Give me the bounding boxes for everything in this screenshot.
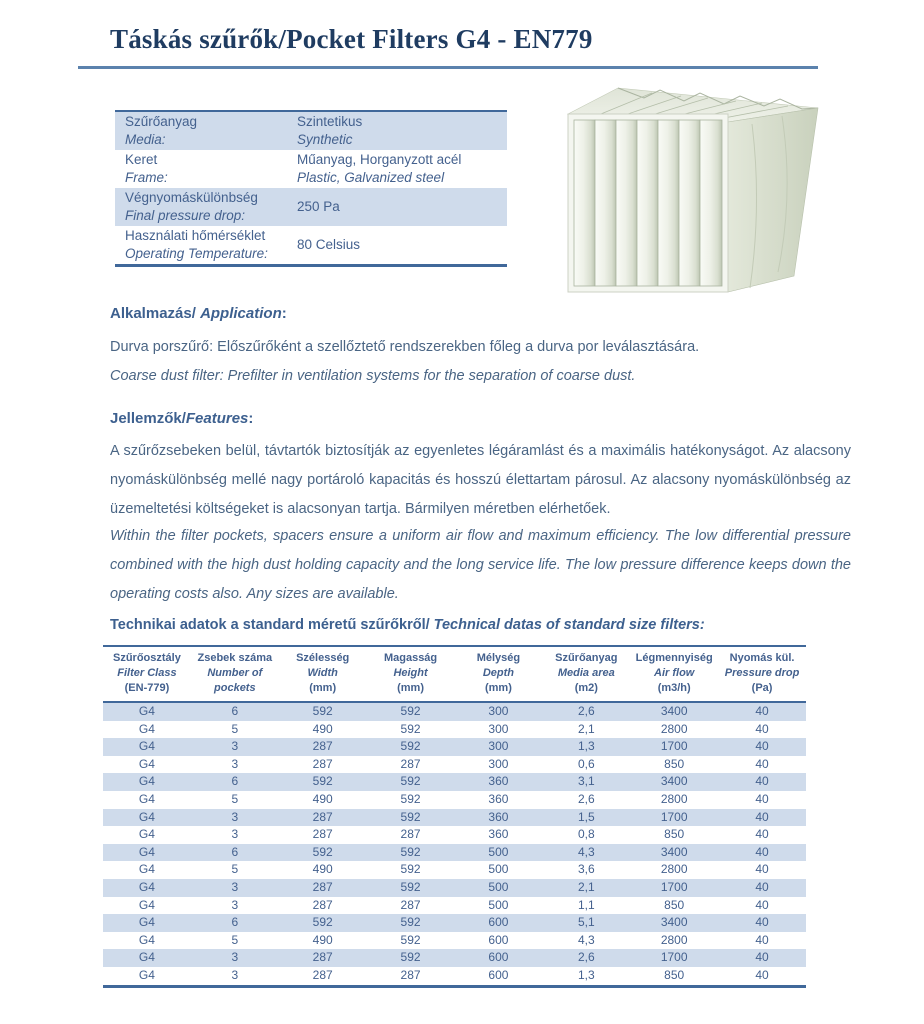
tech-cell: 40 bbox=[755, 739, 769, 754]
tech-cell: G4 bbox=[138, 932, 155, 947]
tech-row bbox=[103, 861, 806, 879]
tech-cell: 1,3 bbox=[577, 967, 595, 982]
tech-cell: G4 bbox=[138, 721, 155, 736]
tech-col-hu: Magasság bbox=[383, 652, 438, 664]
tech-cell: 287 bbox=[312, 879, 333, 894]
tech-table-header bbox=[103, 645, 806, 703]
tech-table bbox=[103, 645, 806, 988]
spec-row bbox=[115, 150, 507, 188]
tech-cell: 3 bbox=[231, 879, 239, 894]
spec-row bbox=[115, 226, 507, 264]
tech-cell: 3400 bbox=[660, 844, 688, 859]
tech-cell: 2,1 bbox=[577, 879, 595, 894]
tech-cell: 592 bbox=[400, 932, 421, 947]
tech-col-en: Air flow bbox=[654, 667, 695, 679]
tech-cell: 40 bbox=[755, 879, 769, 894]
tech-cell: 490 bbox=[312, 721, 333, 736]
tech-row bbox=[103, 932, 806, 950]
tech-cell: 2800 bbox=[660, 721, 688, 736]
tech-cell: 3 bbox=[231, 950, 239, 965]
tech-cell: 1700 bbox=[660, 809, 688, 824]
tech-cell: G4 bbox=[138, 756, 155, 771]
tech-cell: 1,3 bbox=[577, 739, 595, 754]
tech-cell: 1,1 bbox=[577, 897, 595, 912]
tech-cell: 6 bbox=[231, 774, 239, 789]
tech-cell: 40 bbox=[755, 827, 769, 842]
tech-cell: 500 bbox=[488, 844, 509, 859]
tech-cell: 3 bbox=[231, 756, 239, 771]
tech-col-unit: (m2) bbox=[574, 682, 598, 694]
features-text-en: Within the filter pockets, spacers ensure a uniform air flow and maximum efficiency. The low differential pressure combined with the high dust holding capacity and the long service life. The low pressure difference keeps down the operating costs also. Any sizes are available. bbox=[110, 528, 851, 602]
tech-cell: G4 bbox=[138, 879, 155, 894]
tech-cell: 490 bbox=[312, 791, 333, 806]
tech-cell: 0,6 bbox=[577, 756, 595, 771]
tech-header-cell bbox=[191, 651, 279, 696]
tech-header-cell bbox=[279, 651, 367, 696]
tech-col-en: Height bbox=[393, 667, 428, 679]
tech-cell: 592 bbox=[312, 774, 333, 789]
tech-cell: 40 bbox=[755, 756, 769, 771]
tech-table-heading bbox=[110, 617, 705, 633]
spec-value-cell: 250 Pa bbox=[297, 199, 340, 214]
tech-cell: 40 bbox=[755, 897, 769, 912]
spec-label-cell bbox=[115, 112, 287, 150]
tech-row bbox=[103, 879, 806, 897]
tech-cell: 2800 bbox=[660, 791, 688, 806]
spec-row bbox=[115, 188, 507, 226]
tech-cell: 1,5 bbox=[577, 809, 595, 824]
tech-cell: 600 bbox=[488, 967, 509, 982]
tech-row bbox=[103, 967, 806, 985]
tech-row bbox=[103, 897, 806, 915]
tech-row bbox=[103, 826, 806, 844]
pocket-filter-svg bbox=[556, 84, 848, 306]
spec-label-hu: Használati hőmérséklet bbox=[125, 228, 266, 243]
tech-col-unit: (EN-779) bbox=[124, 682, 170, 694]
tech-cell: 3 bbox=[231, 809, 239, 824]
tech-cell: 40 bbox=[755, 950, 769, 965]
tech-row bbox=[103, 738, 806, 756]
tech-cell: 40 bbox=[755, 809, 769, 824]
features-heading-en: Features bbox=[185, 410, 249, 427]
tech-col-unit: (mm) bbox=[484, 682, 512, 694]
spec-value-en: Plastic, Galvanized steel bbox=[297, 170, 445, 185]
tech-cell: 3,1 bbox=[577, 774, 595, 789]
spec-label-cell bbox=[115, 188, 287, 226]
tech-cell: 3 bbox=[231, 739, 239, 754]
tech-cell: 1700 bbox=[660, 739, 688, 754]
spec-value-cell bbox=[287, 150, 507, 188]
tech-header-cell bbox=[455, 651, 543, 696]
tech-cell: 592 bbox=[400, 774, 421, 789]
tech-cell: 3400 bbox=[660, 704, 688, 718]
tech-cell: G4 bbox=[138, 774, 155, 789]
tech-cell: 6 bbox=[231, 915, 239, 930]
tech-cell: 5 bbox=[231, 862, 239, 877]
tech-cell: 287 bbox=[312, 897, 333, 912]
tech-col-unit: (mm) bbox=[309, 682, 337, 694]
tech-cell: 592 bbox=[400, 739, 421, 754]
spec-label-en: Frame: bbox=[125, 170, 168, 185]
tech-table-body bbox=[103, 703, 806, 985]
tech-cell: 3400 bbox=[660, 774, 688, 789]
tech-col-hu: Szűrőanyag bbox=[555, 652, 618, 664]
tech-cell: 40 bbox=[755, 932, 769, 947]
tech-row bbox=[103, 809, 806, 827]
application-text-en: Coarse dust filter: Prefilter in ventilation systems for the separation of coarse dust. bbox=[110, 368, 636, 384]
spec-value-en: Synthetic bbox=[297, 132, 353, 147]
tech-col-en: Filter Class bbox=[117, 667, 177, 679]
tech-header-cell bbox=[542, 651, 630, 696]
tech-cell: 600 bbox=[488, 932, 509, 947]
tech-cell: 850 bbox=[664, 756, 685, 771]
features-heading-hu: Jellemzők/ bbox=[110, 410, 186, 427]
spec-value-hu: Szintetikus bbox=[297, 114, 363, 129]
spec-label-en: Media: bbox=[125, 132, 166, 147]
tech-cell: 592 bbox=[400, 721, 421, 736]
tech-row bbox=[103, 721, 806, 739]
tech-cell: 40 bbox=[755, 844, 769, 859]
tech-cell: 5,1 bbox=[577, 915, 595, 930]
tech-cell: 850 bbox=[664, 967, 685, 982]
tech-cell: 6 bbox=[231, 704, 239, 718]
spec-label-en: Final pressure drop: bbox=[125, 208, 246, 223]
tech-cell: 40 bbox=[755, 774, 769, 789]
tech-row bbox=[103, 791, 806, 809]
tech-cell: 40 bbox=[755, 791, 769, 806]
spec-row bbox=[115, 112, 507, 150]
tech-cell: 4,3 bbox=[577, 844, 595, 859]
tech-col-unit: (Pa) bbox=[751, 682, 773, 694]
spec-label-en: Operating Temperature: bbox=[125, 246, 268, 261]
tech-cell: G4 bbox=[138, 827, 155, 842]
tech-cell: 287 bbox=[312, 827, 333, 842]
tech-col-unit: (mm) bbox=[397, 682, 424, 694]
page-title: Táskás szűrők/Pocket Filters G4 - EN779 bbox=[110, 24, 593, 54]
tech-cell: 6 bbox=[231, 844, 239, 859]
tech-cell: 287 bbox=[312, 809, 333, 824]
tech-cell: 592 bbox=[400, 844, 421, 859]
features-heading-colon: : bbox=[248, 410, 254, 427]
tech-cell: 2,6 bbox=[577, 791, 595, 806]
tech-cell: 1700 bbox=[660, 879, 688, 894]
spec-value-cell: 80 Celsius bbox=[297, 237, 361, 252]
application-heading-hu: Alkalmazás/ bbox=[110, 305, 201, 322]
tech-cell: 2,6 bbox=[577, 704, 595, 718]
tech-col-hu: Légmennyiség bbox=[635, 652, 713, 664]
tech-cell: 592 bbox=[400, 862, 421, 877]
tech-header-cell bbox=[103, 651, 191, 696]
tech-cell: 5 bbox=[231, 932, 239, 947]
tech-heading-hu: Technikai adatok a standard méretű szűrőkről/ bbox=[110, 617, 430, 633]
tech-cell: 592 bbox=[400, 915, 421, 930]
spec-label-cell bbox=[115, 226, 287, 264]
tech-cell: G4 bbox=[138, 739, 155, 754]
tech-col-en: Depth bbox=[482, 667, 515, 679]
tech-cell: 600 bbox=[488, 915, 509, 930]
tech-cell: 592 bbox=[400, 879, 421, 894]
spec-table bbox=[115, 110, 507, 267]
tech-cell: 287 bbox=[312, 756, 333, 771]
application-heading-colon: : bbox=[281, 305, 287, 322]
tech-cell: 2800 bbox=[660, 862, 688, 877]
spec-label-hu: Keret bbox=[125, 152, 158, 167]
tech-cell: G4 bbox=[138, 704, 155, 718]
tech-cell: 0,8 bbox=[577, 827, 595, 842]
tech-cell: 592 bbox=[400, 704, 421, 718]
tech-col-hu: Zsebek száma bbox=[197, 652, 273, 664]
tech-cell: 3 bbox=[231, 827, 239, 842]
tech-cell: 40 bbox=[755, 862, 769, 877]
tech-cell: 287 bbox=[312, 739, 333, 754]
tech-cell: 850 bbox=[664, 827, 685, 842]
tech-col-en: Number of bbox=[207, 667, 263, 679]
tech-col-hu: Szűrőosztály bbox=[113, 652, 181, 664]
tech-cell: 5 bbox=[231, 791, 239, 806]
tech-cell: 1700 bbox=[660, 950, 688, 965]
tech-cell: 2800 bbox=[660, 932, 688, 947]
tech-col-en: Pressure drop bbox=[724, 667, 800, 679]
tech-cell: G4 bbox=[138, 862, 155, 877]
tech-cell: G4 bbox=[138, 950, 155, 965]
tech-cell: 2,1 bbox=[577, 721, 595, 736]
tech-row bbox=[103, 703, 806, 721]
tech-cell: G4 bbox=[138, 844, 155, 859]
tech-cell: 2,6 bbox=[577, 950, 595, 965]
tech-cell: 287 bbox=[400, 897, 421, 912]
tech-cell: G4 bbox=[138, 967, 155, 982]
tech-col-en: Width bbox=[307, 667, 338, 679]
tech-row bbox=[103, 756, 806, 774]
title-underline bbox=[78, 66, 818, 69]
tech-cell: 287 bbox=[400, 756, 421, 771]
tech-cell: 287 bbox=[312, 967, 333, 982]
features-heading bbox=[110, 410, 253, 427]
tech-cell: 592 bbox=[400, 809, 421, 824]
tech-cell: 3 bbox=[231, 967, 239, 982]
tech-col-hu: Mélység bbox=[476, 652, 521, 664]
tech-cell: 360 bbox=[488, 791, 509, 806]
tech-cell: 500 bbox=[488, 879, 509, 894]
spec-label-cell bbox=[115, 150, 287, 188]
tech-cell: 360 bbox=[488, 827, 509, 842]
tech-cell: 592 bbox=[312, 704, 333, 718]
tech-cell: 4,3 bbox=[577, 932, 595, 947]
application-text-hu: Durva porszűrő: Előszűrőként a szellőztető rendszerekben főleg a durva por leválasztására. bbox=[110, 339, 700, 355]
tech-cell: 40 bbox=[755, 721, 769, 736]
tech-header-cell bbox=[630, 651, 718, 696]
tech-cell: G4 bbox=[138, 809, 155, 824]
tech-row bbox=[103, 844, 806, 862]
spec-value-cell bbox=[287, 112, 507, 150]
tech-cell: 490 bbox=[312, 932, 333, 947]
tech-cell: 850 bbox=[664, 897, 685, 912]
tech-heading-en: Technical datas of standard size filters: bbox=[429, 617, 705, 633]
tech-col-unit: pockets bbox=[214, 682, 256, 694]
tech-cell: 360 bbox=[488, 774, 509, 789]
tech-cell: G4 bbox=[138, 791, 155, 806]
tech-cell: G4 bbox=[138, 915, 155, 930]
spec-value-hu: Műanyag, Horganyzott acél bbox=[297, 152, 462, 167]
tech-cell: 592 bbox=[312, 844, 333, 859]
tech-cell: 500 bbox=[488, 897, 509, 912]
application-heading-en: Application bbox=[200, 305, 282, 322]
tech-header-cell bbox=[718, 651, 806, 696]
tech-cell: 3400 bbox=[660, 915, 688, 930]
tech-cell: 500 bbox=[488, 862, 509, 877]
tech-cell: 287 bbox=[400, 967, 421, 982]
tech-cell: 5 bbox=[231, 721, 239, 736]
tech-cell: 592 bbox=[312, 915, 333, 930]
tech-cell: 3,6 bbox=[577, 862, 595, 877]
tech-cell: 600 bbox=[488, 950, 509, 965]
tech-cell: 40 bbox=[755, 967, 769, 982]
tech-cell: 360 bbox=[488, 809, 509, 824]
tech-cell: 300 bbox=[488, 739, 509, 754]
spec-label-hu: Végnyomáskülönbség bbox=[125, 190, 258, 205]
pocket-filter-image bbox=[556, 84, 848, 306]
tech-cell: 592 bbox=[400, 791, 421, 806]
tech-col-hu: Szélesség bbox=[296, 652, 350, 664]
tech-cell: 592 bbox=[400, 950, 421, 965]
tech-cell: 287 bbox=[312, 950, 333, 965]
tech-cell: 40 bbox=[755, 915, 769, 930]
application-heading bbox=[110, 305, 287, 322]
tech-cell: 300 bbox=[488, 756, 509, 771]
tech-cell: 3 bbox=[231, 897, 239, 912]
tech-cell: 287 bbox=[400, 827, 421, 842]
tech-col-unit: (m3/h) bbox=[657, 682, 691, 694]
tech-cell: 490 bbox=[312, 862, 333, 877]
tech-header-cell bbox=[367, 651, 455, 696]
tech-row bbox=[103, 773, 806, 791]
tech-row bbox=[103, 914, 806, 932]
tech-col-en: Media area bbox=[557, 667, 615, 679]
tech-cell: 300 bbox=[488, 721, 509, 736]
tech-cell: 40 bbox=[755, 704, 769, 718]
tech-col-hu: Nyomás kül. bbox=[729, 652, 795, 664]
tech-cell: G4 bbox=[138, 897, 155, 912]
tech-cell: 300 bbox=[488, 704, 509, 718]
tech-row bbox=[103, 949, 806, 967]
features-text-hu: A szűrőzsebeken belül, távtartók biztosítják az egyenletes légáramlást és a maximális hatékonyságot. Az alacsony nyomáskülönbség mellé nagy portároló kapacitás és hosszú élettartam párosul. Az alacsony nyomáskülönbség az üzemeltetési költségeket is alacsonyan tartja. Bármilyen méretben elérhetőek. bbox=[110, 443, 851, 517]
spec-label-hu: Szűrőanyag bbox=[125, 114, 198, 129]
